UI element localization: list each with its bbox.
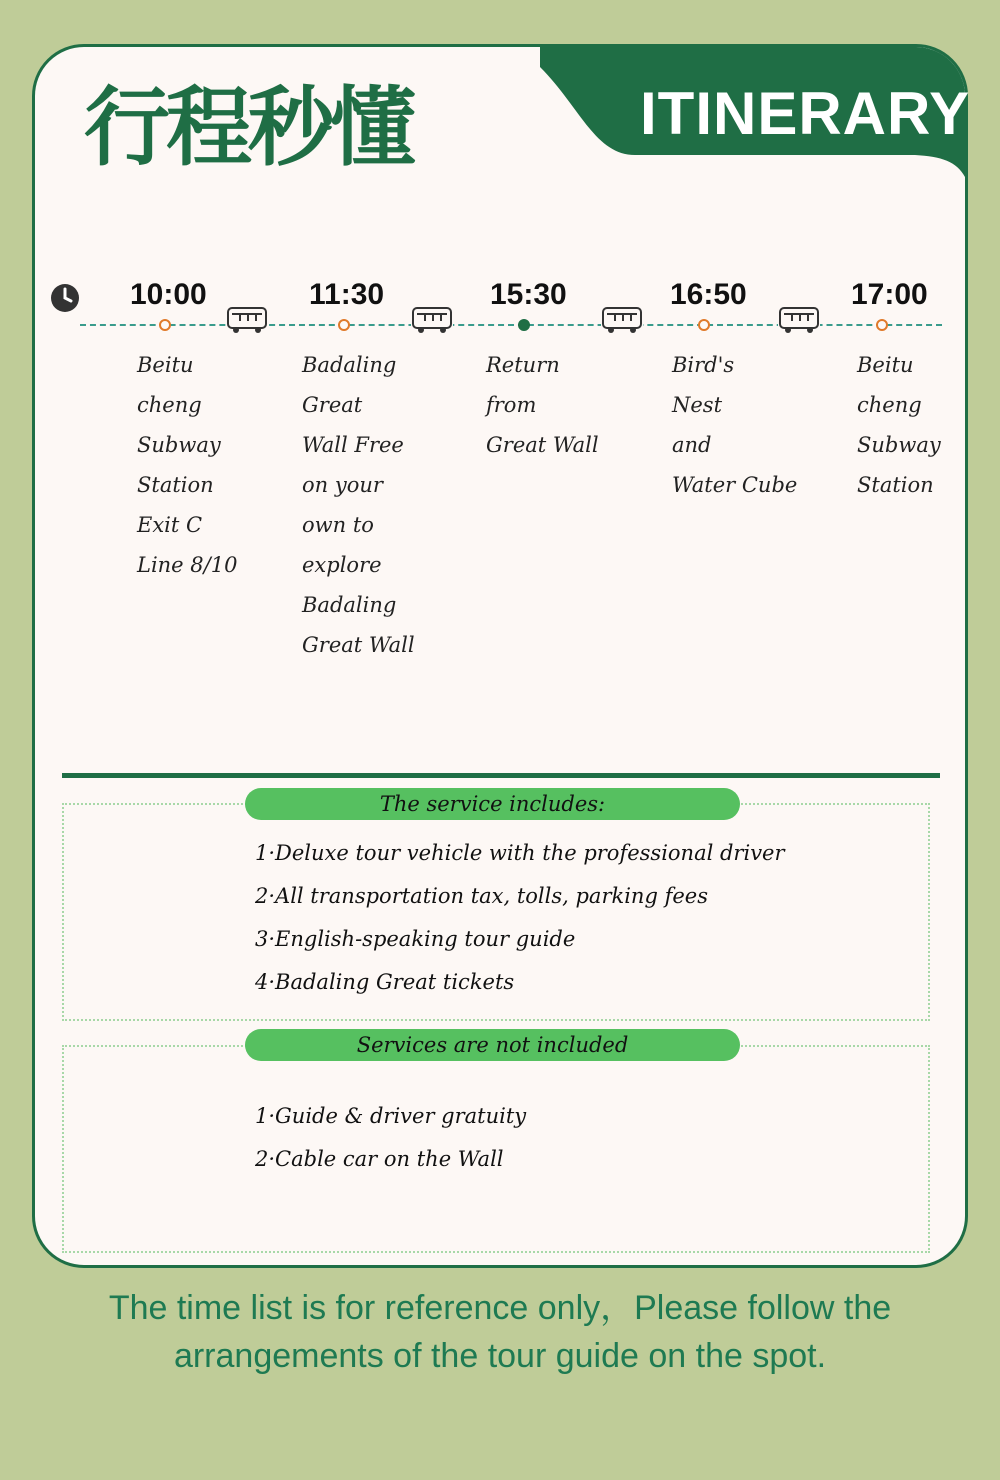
stop-description-2: Badaling Great Wall Free on your own to explore Badaling Great Wall (302, 353, 415, 657)
stop-dot-2 (338, 319, 350, 331)
page-title-chinese: 行程秒懂 (84, 78, 412, 178)
footer-note-line-2: arrangements of the tour guide on the spot. (173, 1337, 827, 1375)
bus-icon (411, 305, 453, 335)
stop-time-3: 15:30 (490, 278, 567, 311)
bus-icon (778, 305, 820, 335)
stop-description-4: Bird's Nest and Water Cube (672, 353, 798, 497)
footer-note-line-1: The time list is for reference only，Please follow the (108, 1289, 892, 1327)
stop-dot-4 (698, 319, 710, 331)
stop-dot-5 (876, 319, 888, 331)
footer-note (0, 1284, 1000, 1380)
stop-description-5: Beitu cheng Subway Station (857, 353, 941, 497)
stop-time-1: 10:00 (130, 278, 207, 311)
bus-icon (601, 305, 643, 335)
bus-icon (226, 305, 268, 335)
stop-dot-1 (159, 319, 171, 331)
services-included-item: 1·Deluxe tour vehicle with the professional driver (255, 841, 785, 865)
services-not-included-item: 2·Cable car on the Wall (255, 1147, 504, 1171)
services-included-heading: The service includes: (245, 788, 740, 820)
services-not-included-heading: Services are not included (245, 1029, 740, 1061)
stop-time-2: 11:30 (309, 278, 385, 311)
stop-time-5: 17:00 (851, 278, 928, 311)
stop-description-3: Return from Great Wall (486, 353, 599, 457)
stop-description-1: Beitu cheng Subway Station Exit C Line 8/10 (137, 353, 238, 577)
services-not-included-item: 1·Guide & driver gratuity (255, 1104, 527, 1128)
stop-time-4: 16:50 (670, 278, 747, 311)
page-title-english: ITINERARY (640, 80, 971, 147)
services-included-item: 2·All transportation tax, tolls, parking fees (255, 884, 708, 908)
services-included-item: 4·Badaling Great tickets (255, 970, 515, 994)
section-divider (62, 773, 940, 778)
clock-icon (50, 283, 80, 313)
stop-dot-3 (518, 319, 530, 331)
services-included-item: 3·English-speaking tour guide (255, 927, 576, 951)
